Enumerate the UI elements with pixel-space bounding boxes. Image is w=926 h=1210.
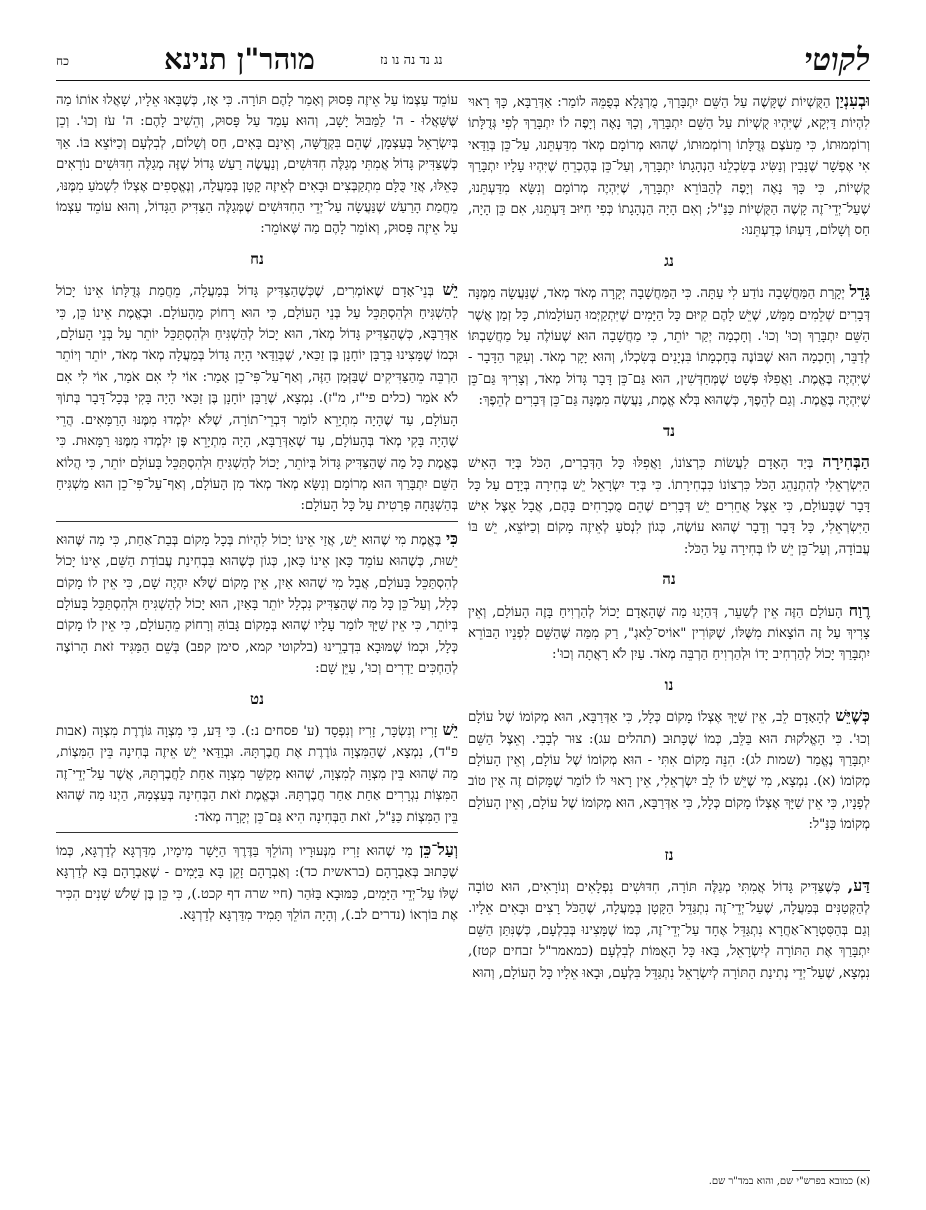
paragraph bbox=[468, 281, 870, 411]
opening-word: רֶוַח bbox=[848, 600, 870, 620]
section-heading: נה bbox=[662, 570, 676, 589]
paragraph-text: הָעוֹלָם הַזֶּה אֵין לְשַׁעֵר, דְּהַיְנוּ מַה שֶּׁהָאָדָם יָכוֹל לְהַרְוִיחַ בָּזֶה הָעוֹלָם, וְאֵין צָרִיךְ עַל זֶה הוֹצָאוֹת מִשֶּׁלּוֹ, שֶׁקּוֹרִין "אוֹיס־לֵאגְ", רַק מִמַּה שֶּׁהַשֵּׁם לִפְנֵיו הַבּוֹרֵא יִתְבָּרַךְ יָכוֹל לְהַרְחִיב יָדוֹ וּלְהַרְוִיחַ הַרְבֵּה מְאֹד. עַיִן לֹא רָאֲתָה וְכוּ': bbox=[468, 604, 870, 663]
paragraph-text: זָרִיז וְנִשְׂכָּר, זָרִיז וְנִפְסָד (ע' פסחים נ:). כִּי דַּע, כִּי מִצְוָה גּוֹרֶרֶת מִצְוָה (אבות פ"ד), נִמְצָא, שֶׁהַמִּצְוָה גּוֹרֶרֶת אֶת חֲבֶרְתָּהּ. וּבְוַדַּאי יֵשׁ אֵיזֶה בְּחִינָה בֵּין הַמִּצְוֹת, מַה שֶּׁהוּא בֵּין מִצְוָה לְמִצְוָה, שֶׁהוּא מְקַשֵּׁר מִצְוָה אַחַת לַחֲבֶרְתָּהּ, אֲשֶׁר עַל־יְדֵי־זֶה הַמִּצְוֹת נִגְרָרִים אַחַת אַחַר חֲבֶרְתָּהּ. וּבֶאֱמֶת זֹאת הַבְּחִינָה בְּעַצְמָהּ, הַיְנוּ מַה שֶּׁהוּא בֵּין הַמִּצְוֹת כַּנַּ"ל, זֹאת הַבְּחִינָה הִיא גַּם־כֵּן יְקָרָה מְאֹד: bbox=[56, 723, 458, 825]
paragraph bbox=[468, 600, 870, 666]
paragraph bbox=[56, 839, 458, 927]
section-heading: נד bbox=[662, 421, 676, 440]
footnote: (א) כמובא בפרש"י שם, והוא במד"ר שם. bbox=[708, 1176, 870, 1187]
opening-word: כְּשֶׁיֵּשׁ bbox=[835, 706, 870, 726]
chapter-range: נג נד נה נו נז bbox=[380, 53, 443, 68]
paragraph-text: בְּנֵי־אָדָם שֶׁאוֹמְרִים, שֶׁכְּשֶׁהַצַּדִּיק גָּדוֹל בְּמַעֲלָה, מֵחֲמַת גְּדֻלָּתוֹ אֵינוֹ יָכוֹל לְהַשְׁגִּיחַ וּלְהִסְתַּכֵּל עַל בְּנֵי הָעוֹלָם, כִּי הוּא רָחוֹק מֵהָעוֹלָם. וּבֶאֱמֶת אֵינוֹ כֵּן, כִּי אַדְּרַבָּא, כְּשֶׁהַצַּדִּיק גָּדוֹל מְאֹד, הוּא יָכוֹל לְהַשְׁגִּיחַ וּלְהִסְתַּכֵּל יוֹתֵר עַל בְּנֵי הָעוֹלָם, וּכְמוֹ שֶׁמָּצִינוּ בְּרַבָּן יוֹחָנָן בֶּן זַכַּאי, שֶׁבְּוַדַּאי הָיָה גָּדוֹל בְּמַעֲלָה מְאֹד מְאֹד, יוֹתֵר וְיוֹתֵר הַרְבֵּה מֵהַצַּדִּיקִים שֶׁבַּזְּמַן הַזֶּה, וְאַף־עַל־פִּי־כֵן אָמַר: אוֹי לִי אִם אֹמַר, אוֹי לִי אִם לֹא אֹמַר (כלים פי"ז, מ"ז). נִמְצָא, שֶׁרַבָּן יוֹחָנָן בֶּן זַכַּאי הָיָה בָּקִי בְּכָל־דָּבָר בְּתוֹךְ הָעוֹלָם, עַד שֶׁהָיָה מִתְיָרֵא לוֹמַר דִּבְרֵי־תוֹרָה, שֶׁלֹּא יִלְמְדוּ מִמֶּנּוּ הָרַמָּאִים. הֲרֵי שֶׁהָיָה בָּקִי מְאֹד בְּהָעוֹלָם, עַד שֶׁאַדְּרַבָּא, הָיָה מִתְיָרֵא פֶּן יִלְמְדוּ מִמֶּנּוּ רַמָּאוּת. כִּי בֶּאֱמֶת כָּל מַה שֶּׁהַצַּדִּיק גָּדוֹל בְּיוֹתֵר, יָכוֹל לְהַשְׁגִּיחַ וּלְהִסְתַּכֵּל בָּעוֹלָם יוֹתֵר, כִּי הֲלוֹא הַשֵּׁם יִתְבָּרַךְ הוּא מְרוֹמָם וְנִשָּׂא מְאֹד מְאֹד מִן הָעוֹלָם, וְאַף־עַל־פִּי־כֵן הוּא מַשְׁגִּיחַ בְּהַשְׁגָּחָה פְּרָטִית עַל כָּל הָעוֹלָם: bbox=[56, 284, 458, 514]
paragraph-text: יְקָרַת הַמַּחֲשָׁבָה נוֹדַע לִי עַתָּה. כִּי הַמַּחֲשָׁבָה יְקָרָה מְאֹד מְאֹד, שֶׁנַּעֲשָׂה מִמֶּנָּה דְּבָרִים שְׁלֵמִים מַמָּשׁ, שֶׁיֵּשׁ לָהֶם קִיּוּם כָּל הַיָּמִים שֶׁיִּתְקַיְּמוּ הָעוֹלָמוֹת, כָּל זְמַן אֲשֶׁר הַשֵּׁם יִתְבָּרַךְ וְכוּ' וְכוּ'. וְחָכְמָה יְקַר יוֹתֵר, כִּי מַחֲשָׁבָה הוּא שֶׁעוֹלֶה עַל מַחֲשַׁבְתּוֹ לְדַבֵּר, וְחָכְמָה הוּא שֶׁבּוֹנֶה בְּחָכְמָתוֹ בִּנְיָנִים בְּשִׂכְלוֹ, וְהוּא יָקָר מְאֹד. וְעִקַּר הַדָּבָר - שֶׁיִּהְיֶה בֶּאֱמֶת. וַאֲפִלּוּ פְּשָׁט שֶׁמְּחַדְּשִׁין, הוּא גַּם־כֵּן דָּבָר גָּדוֹל מְאֹד, וְצָרִיךְ גַּם־כֵּן שֶׁיִּהְיֶה בֶּאֱמֶת. וְגַם לְהֵפֶךְ, כְּשֶׁהוּא בְּלֹא אֱמֶת, נַעֲשֶׂה מִמֶּנָּה גַּם־כֵּן דְּבָרִים לְהֵפֶךְ: bbox=[468, 286, 871, 409]
running-title-left: מוהר"ן תנינא bbox=[164, 42, 315, 76]
paragraph-divider bbox=[56, 521, 458, 522]
opening-word: גָּדֵל bbox=[849, 282, 870, 302]
opening-word: יֵשׁ bbox=[442, 719, 458, 739]
paragraph-divider bbox=[56, 832, 458, 833]
right-column bbox=[468, 90, 870, 986]
paragraph bbox=[56, 279, 458, 516]
paragraph-text: בְּיַד הָאָדָם לַעֲשׂוֹת כִּרְצוֹנוֹ, וַאֲפִלּוּ כָּל הַדְּבָרִים, הַכֹּל בְּיַד הָאִישׁ הַיִּשְׂרְאֵלִי לְהִתְנַהֵג הַכֹּל כִּרְצוֹנוֹ כִּבְחִירָתוֹ. כִּי בְּיַד יִשְׂרָאֵל יֵשׁ בְּחִירָה בְּיָדָם עַל כָּל דָּבָר שֶׁבָּעוֹלָם, כִּי אֵצֶל אֲחֵרִים יֵשׁ דְּבָרִים שֶׁהֵם מֻכְרָחִים בָּהֶם, אֲבָל אֵצֶל אִישׁ הַיִּשְׂרְאֵלִי, כָּל דָּבָר וְדָבָר שֶׁהוּא עוֹשֶׂה, כְּגוֹן לִנְסֹעַ לְאֵיזֶה מָקוֹם וְכַיּוֹצֵא, יֵשׁ בּוֹ עֲבוֹדָה, וְעַל־כֵּן יֵשׁ לוֹ בְּחִירָה עַל הַכֹּל: bbox=[468, 456, 870, 557]
page-header bbox=[56, 38, 870, 78]
section-heading: נג bbox=[664, 251, 674, 270]
paragraph-text: עוֹמֵד עַצְמוֹ עַל אֵיזֶה פָּסוּק וְאָמַר לָהֶם תּוֹרָה. כִּי אָז, כְּשֶׁבָּאוּ אֵלָיו, שָׁאֲלוּ אוֹתוֹ מַה שֶּׁשָּׁאֲלוּ - ה' לַמַּבּוּל יָשָׁב, וְהוּא עָמַד עַל פָּסוּק, וְהֵשִׁיב לָהֶם: ה' עֹז וְכוּ'. וְכֵן בְּיִשְׂרָאֵל בְּעַצְמָן, שֶׁהֵם בִּקְדֻשָּׁה, וְאֵינָם בָּאִים, חַס וְשָׁלוֹם, לְבִלְעָם וְכַיּוֹצֵא בּוֹ. אַךְ כְּשֶׁצַּדִּיק גָּדוֹל אֲמִתִּי מְגַלֶּה חִדּוּשִׁים, וְנַעֲשֶׂה רַעַשׁ גָּדוֹל שֶׁזֶּה מְגַלֶּה חִדּוּשִׁים נוֹרָאִים כָּאֵלּוּ, אֲזַי כֻּלָּם מִתְקַבְּצִים וּבָאִים לְאֵיזֶה קָטָן בְּמַעֲלָה, וְנֶאֱסָפִים אֶצְלוֹ לִשְׁמֹעַ מִמֶּנּוּ, מֵחֲמַת הָרַעַשׁ שֶׁנַּעֲשָׂה עַל־יְדֵי הַחִדּוּשִׁים שֶׁמְּגַלֶּה הַצַּדִּיק הַגָּדוֹל, וְהוּא עוֹמֵד עַצְמוֹ עַל אֵיזֶה פָּסוּק, וְאוֹמֵר לָהֶם מַה שֶּׁאוֹמֵר: bbox=[56, 93, 458, 237]
paragraph bbox=[468, 875, 870, 984]
section-heading: נט bbox=[250, 689, 264, 708]
running-title-right: לקוטי bbox=[804, 42, 870, 78]
opening-word: דַּע, bbox=[847, 876, 870, 895]
paragraph-text: כְּשֶׁצַּדִּיק גָּדוֹל אֲמִתִּי מְגַלֶּה תּוֹרָה, חִדּוּשִׁים נִפְלָאִים וְנוֹרָאִים, הוּא טוֹבָה לְהַקְּטַנִּים בְּמַעֲלָה, שֶׁעַל־יְדֵי־זֶה נִתְגַּדֵּל הַקָּטָן בְּמַעֲלָה, שֶׁהַכֹּל רָצִים וּבָאִים אֵלָיו. וְגַם בְּהַסִּטְרָא־אַחֲרָא נִתְגַּדֵּל אֶחָד עַל־יְדֵי־זֶה, כְּמוֹ שֶׁמָּצִינוּ בְּבִלְעָם, כְּשֶׁנִּתַּן הַשֵּׁם יִתְבָּרַךְ אֶת הַתּוֹרָה לְיִשְׂרָאֵל, בָּאוּ כָּל הָאֻמּוֹת לְבִלְעָם (כמאמר"ל זבחים קטז), נִמְצָא, שֶׁעַל־יְדֵי נְתִינַת הַתּוֹרָה לְיִשְׂרָאֵל נִתְגַּדֵּל בִּלְעָם, וּבָאוּ אֵלָיו כָּל הָעוֹלָם, וְהוּא bbox=[468, 880, 870, 981]
paragraph bbox=[56, 528, 458, 680]
opening-word: יֵשׁ bbox=[442, 280, 458, 300]
page-number: כח bbox=[56, 54, 69, 68]
paragraph-text: מִי שֶׁהוּא זָרִיז מִנְּעוּרָיו וְהוֹלֵךְ בַּדֶּרֶךְ הַיָּשָׁר מִימָיו, מִדַּרְגָּא לְדַרְגָּא, כְּמוֹ שֶׁכָּתוּב בְּאַבְרָהָם (בראשית כד): וְאַבְרָהָם זָקֵן בָּא בַּיָּמִים - שֶׁאַבְרָהָם בָּא לְדַרְגָּא שֶׁלּוֹ עַל־יְדֵי הַיָּמִים, כַּמּוּבָא בַּזֹּהַר (חיי שרה דף קכט.), כִּי כֵּן בֶּן שָׁלֹשׁ שָׁנִים הִכִּיר אֶת בּוֹרְאוֹ (נדרים לב.), וְהָיָה הוֹלֵךְ תָּמִיד מִדַּרְגָּא לְדַרְגָּא. bbox=[56, 844, 458, 924]
section-heading: נח bbox=[250, 249, 264, 268]
paragraph bbox=[468, 90, 870, 242]
paragraph bbox=[56, 90, 458, 240]
opening-word: כִּי bbox=[445, 528, 458, 548]
opening-word: הַבְּחִירָה bbox=[822, 452, 870, 472]
paragraph-text: בֶּאֱמֶת מִי שֶׁהוּא יֵשׁ, אֲזַי אֵינוֹ יָכוֹל לִהְיוֹת בְּכָל מָקוֹם בְּבַת־אַחַת, כִּי מַה שֶּׁהוּא יֵשׁוּת, כְּשֶׁהוּא עוֹמֵד כָּאן אֵינוֹ כָּאן, כְּגוֹן כְּשֶׁהוּא בִּבְחִינַת עֲבוֹדַת הַשֵּׁם, אֵינוֹ יָכוֹל לְהִסְתַּכֵּל בָּעוֹלָם, אֲבָל מִי שֶׁהוּא אַיִן, אֵין מָקוֹם שֶׁלֹּא יִהְיֶה שָׁם, כִּי אֵין לוֹ מָקוֹם כְּלָל, וְעַל־כֵּן כָּל מַה שֶּׁהַצַּדִּיק נִכְלָל יוֹתֵר בָּאַיִן, הוּא יָכוֹל לְהַשְׁגִּיחַ וּלְהִסְתַּכֵּל בָּעוֹלָם בְּיוֹתֵר, כִּי אֵין שַׁיָּךְ לוֹמַר עָלָיו שֶׁהוּא בְּמָקוֹם גָּבוֹהַּ וְרָחוֹק מֵהָעוֹלָם, כִּי אֵין לוֹ מָקוֹם כְּלָל, וּכְמוֹ שֶׁמּוּבָא בִּדְבָרֵינוּ (בלקוטי קמא, סימן קפב) בְּשֵׁם הַמַּגִּיד זֹאת הָרוֹצֶה לְהַחְכִּים יַדְרִים וְכוּ', עַיֵּן שָׁם: bbox=[56, 532, 458, 677]
paragraph bbox=[56, 719, 458, 828]
opening-word: וּבְעִנְיַן bbox=[835, 91, 870, 110]
opening-word: וְעַל־כֵּן bbox=[419, 840, 458, 859]
section-heading: נו bbox=[664, 675, 674, 694]
footnote-rule bbox=[792, 1170, 870, 1171]
header-rule bbox=[56, 80, 870, 81]
paragraph-text: לְהָאָדָם לֵב, אֵין שַׁיָּךְ אֶצְלוֹ מָקוֹם כְּלָל, כִּי אַדְּרַבָּא, הוּא מְקוֹמוֹ שֶׁל עוֹלָם וְכוּ'. כִּי הָאֱלֹקוּת הוּא בַּלֵּב, כְּמוֹ שֶׁכָּתוּב (תהלים עג): צוּר לְבָבִי. וְאֵצֶל הַשֵּׁם יִתְבָּרַךְ נֶאֱמַר (שמות לג): הִנֵּה מָקוֹם אִתִּי - הוּא מְקוֹמוֹ שֶׁל עוֹלָם, וְאֵין הָעוֹלָם מְקוֹמוֹ (א). נִמְצָא, מִי שֶׁיֵּשׁ לוֹ לֵב יִשְׂרְאֵלִי, אֵין רָאוּי לוֹ לוֹמַר שֶׁמָּקוֹם זֶה אֵין טוֹב לְפָנָיו, כִּי אֵין שַׁיָּךְ אֶצְלוֹ מָקוֹם כְּלָל, כִּי אַדְּרַבָּא, הוּא מְקוֹמוֹ שֶׁל עוֹלָם, וְאֵין הָעוֹלָם מְקוֹמוֹ כַּנַּ"ל: bbox=[468, 710, 870, 833]
paragraph bbox=[468, 705, 870, 835]
section-heading: נז bbox=[664, 845, 674, 864]
paragraph bbox=[468, 451, 870, 560]
left-column bbox=[56, 90, 458, 929]
paragraph-text: הַקֻּשְׁיוֹת שֶׁקָּשֶׁה עַל הַשֵּׁם יִתְבָּרַךְ, מֻרְגָּלָא בְּפֻמֵּהּ לוֹמַר: אַדְּרַבָּא, כָּךְ רָאוּי לִהְיוֹת דַּיְקָא, שֶׁיִּהְיוּ קֻשְׁיוֹת עַל הַשֵּׁם יִתְבָּרַךְ, וְכָךְ נָאֶה וְיָפֶה לוֹ יִתְבָּרַךְ לְפִי גְּדֻלָּתוֹ וְרוֹמְמוּתוֹ, כִּי מֵעֹצֶם גְּדֻלָּתוֹ וְרוֹמְמוּתוֹ, שֶׁהוּא מְרוֹמָם מְאֹד מִדַּעְתֵּנוּ, עַל־כֵּן בְּוַדַּאי אִי אֶפְשָׁר שֶׁנָּבִין וְנַשִּׂיג בְּשִׂכְלֵנוּ הַנְהָגָתוֹ יִתְבָּרַךְ, וְעַל־כֵּן בְּהֶכְרֵחַ שֶׁיִּהְיוּ עָלָיו יִתְבָּרַךְ קֻשְׁיוֹת, כִּי כָּךְ נָאֶה וְיָפֶה לְהַבּוֹרֵא יִתְבָּרַךְ, שֶׁיִּהְיֶה מְרוֹמָם וְנִשָּׂא מִדַּעְתֵּנוּ, שֶׁעַל־יְדֵי־זֶה קָשֶׁה הַקֻּשְׁיוֹת כַּנַּ"ל; וְאִם הָיָה הַנְהָגָתוֹ כְּפִי חִיּוּב דַּעְתֵּנוּ, אִם כֵּן הָיָה, חַס וְשָׁלוֹם, דַּעְתּוֹ כְּדַעְתֵּנוּ: bbox=[468, 95, 870, 239]
